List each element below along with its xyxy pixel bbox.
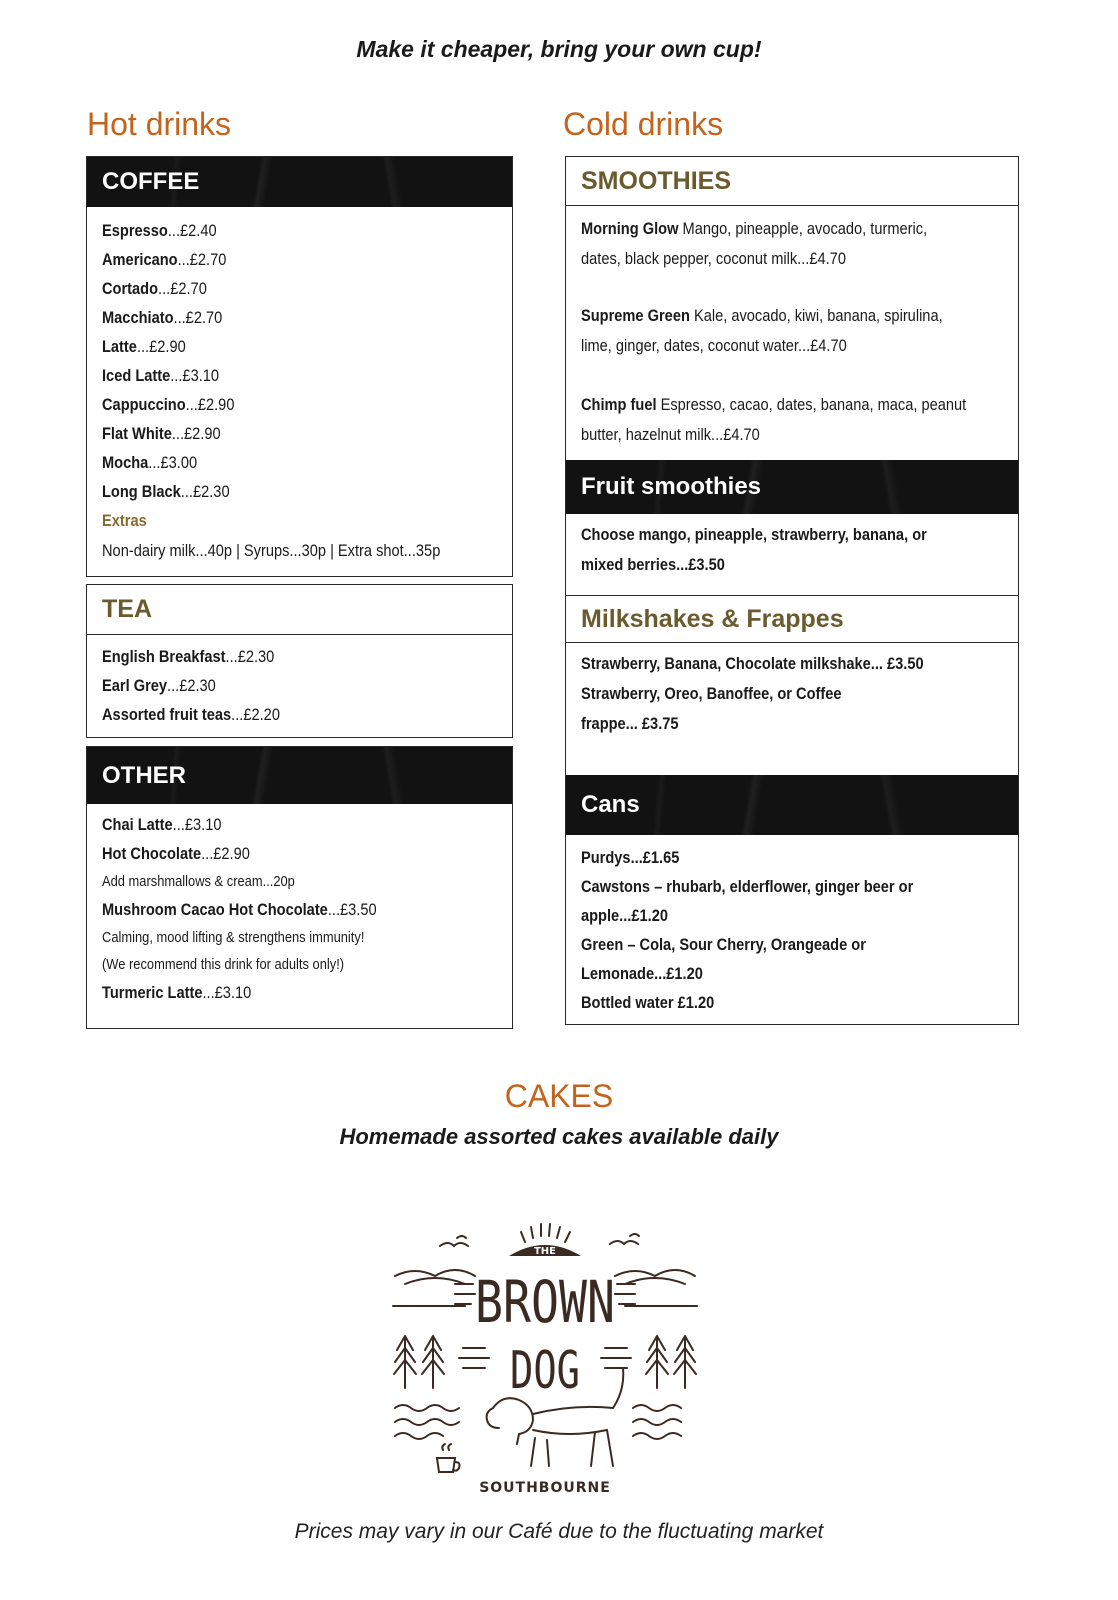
tea-item-price: ...£2.30 — [225, 647, 275, 666]
cans-header: Cans — [566, 775, 1018, 835]
coffee-box — [86, 156, 513, 577]
cans-water: Bottled water £1.20 — [581, 993, 715, 1012]
coffee-item-name: Americano — [102, 250, 178, 269]
fruit-line-2: mixed berries...£3.50 — [581, 555, 725, 574]
fruit-line-1: Choose mango, pineapple, strawberry, banana, or — [581, 525, 927, 544]
extras-title: Extras — [102, 511, 147, 530]
coffee-item-name: Flat White — [102, 424, 172, 443]
coffee-item-price: ...£3.00 — [148, 453, 198, 472]
coffee-item-name: Latte — [102, 337, 137, 356]
coffee-item-price: ...£2.30 — [180, 482, 230, 501]
tea-box — [86, 584, 513, 738]
cans-cawstons-1: Cawstons – rhubarb, elderflower, ginger beer or — [581, 877, 914, 896]
milkshake-line-1: Strawberry, Banana, Chocolate milkshake... £3.50 — [581, 654, 924, 673]
cans-purdys: Purdys...£1.65 — [581, 848, 680, 867]
coffee-item — [102, 390, 497, 419]
coffee-item-price: ...£2.70 — [158, 279, 207, 298]
frappe-line-2: frappe... £3.75 — [581, 714, 679, 733]
coffee-item-name: Mocha — [102, 453, 149, 472]
brown-dog-logo — [385, 1218, 705, 1500]
coffee-item-price: ...£2.90 — [171, 424, 221, 443]
coffee-item-price: ...£3.10 — [170, 366, 220, 385]
coffee-item — [102, 216, 497, 245]
coffee-item — [102, 477, 497, 506]
tea-header: TEA — [87, 585, 512, 635]
other-calming-note: Calming, mood lifting & strengthens immunity! — [102, 929, 365, 946]
other-recommend-note: (We recommend this drink for adults only!) — [102, 956, 345, 973]
footer-note: Prices may vary in our Café due to the fluctuating market — [294, 1520, 824, 1543]
coffee-item-name: Long Black — [102, 482, 181, 501]
coffee-item-price: ...£2.70 — [173, 308, 223, 327]
logo-the: THE — [533, 1246, 557, 1257]
tea-item-name: Earl Grey — [102, 676, 168, 695]
tagline: Make it cheaper, bring your own cup! — [356, 36, 762, 62]
logo-graphic — [385, 1218, 705, 1500]
coffee-item-name: Cappuccino — [102, 395, 186, 414]
tea-item — [102, 671, 497, 700]
coffee-item-name: Macchiato — [102, 308, 174, 327]
tea-item-name: English Breakfast — [102, 647, 226, 666]
cans-green-2: Lemonade...£1.20 — [581, 964, 703, 983]
smoothies-list — [566, 206, 1018, 460]
logo-brown: BROWN — [475, 1268, 615, 1336]
coffee-item — [102, 448, 497, 477]
cans-list — [566, 835, 1018, 1017]
other-item-hot-chocolate: Hot Chocolate...£2.90 — [102, 844, 250, 863]
cold-drinks-title: Cold drinks — [563, 106, 724, 142]
frappe-line-1: Strawberry, Oreo, Banoffee, or Coffee — [581, 684, 842, 703]
cans-cawstons-2: apple...£1.20 — [581, 906, 668, 925]
tea-list — [87, 635, 512, 729]
hot-drinks-title: Hot drinks — [87, 106, 232, 142]
coffee-item-price: ...£2.90 — [136, 337, 186, 356]
tea-item-name: Assorted fruit teas — [102, 705, 232, 724]
coffee-item — [102, 419, 497, 448]
smoothie-supreme-green: Supreme Green Kale, avocado, kiwi, banana, spirulina, lime, ginger, dates, coconut water...£4.70 — [581, 306, 943, 355]
logo-place: SOUTHBOURNE — [479, 1480, 611, 1496]
tea-item — [102, 700, 497, 729]
smoothies-header: SMOOTHIES — [566, 157, 1018, 206]
extras-line: Non-dairy milk...40p | Syrups...30p | Extra shot...35p — [102, 541, 441, 560]
coffee-item — [102, 361, 497, 390]
cold-drinks-box — [565, 156, 1019, 1025]
other-list — [87, 804, 512, 1007]
other-item-chai: Chai Latte...£3.10 — [102, 815, 222, 834]
coffee-item — [102, 245, 497, 274]
other-box — [86, 746, 513, 1029]
fruit-smoothies-list — [566, 514, 1018, 596]
other-marshmallows: Add marshmallows & cream...20p — [102, 873, 295, 890]
milkshakes-header: Milkshakes & Frappes — [566, 596, 1018, 643]
other-header: OTHER — [87, 747, 512, 804]
coffee-item — [102, 303, 497, 332]
coffee-item-price: ...£2.90 — [185, 395, 235, 414]
milkshakes-list — [566, 643, 1018, 775]
coffee-item-name: Cortado — [102, 279, 159, 298]
coffee-item-name: Iced Latte — [102, 366, 171, 385]
other-item-mushroom: Mushroom Cacao Hot Chocolate...£3.50 — [102, 900, 377, 919]
cakes-subtitle: Homemade assorted cakes available daily — [339, 1124, 779, 1149]
fruit-smoothies-header: Fruit smoothies — [566, 460, 1018, 514]
tea-item-price: ...£2.20 — [231, 705, 280, 724]
other-item-turmeric: Turmeric Latte...£3.10 — [102, 983, 252, 1002]
coffee-header: COFFEE — [87, 157, 512, 207]
cans-green-1: Green – Cola, Sour Cherry, Orangeade or — [581, 935, 866, 954]
coffee-item-price: ...£2.40 — [167, 221, 217, 240]
coffee-item — [102, 274, 497, 303]
smoothie-chimp-fuel: Chimp fuel Espresso, cacao, dates, banana, maca, peanut butter, hazelnut milk...£4.70 — [581, 395, 967, 444]
logo-dog: DOG — [510, 1341, 580, 1401]
smoothie-morning-glow: Morning Glow Mango, pineapple, avocado, turmeric, dates, black pepper, coconut milk...£4.70 — [581, 219, 928, 268]
coffee-item-name: Espresso — [102, 221, 168, 240]
coffee-item — [102, 332, 497, 361]
coffee-item-price: ...£2.70 — [177, 250, 227, 269]
tea-item-price: ...£2.30 — [167, 676, 216, 695]
coffee-list — [87, 207, 512, 565]
cakes-title: CAKES — [504, 1078, 614, 1114]
tea-item — [102, 642, 497, 671]
